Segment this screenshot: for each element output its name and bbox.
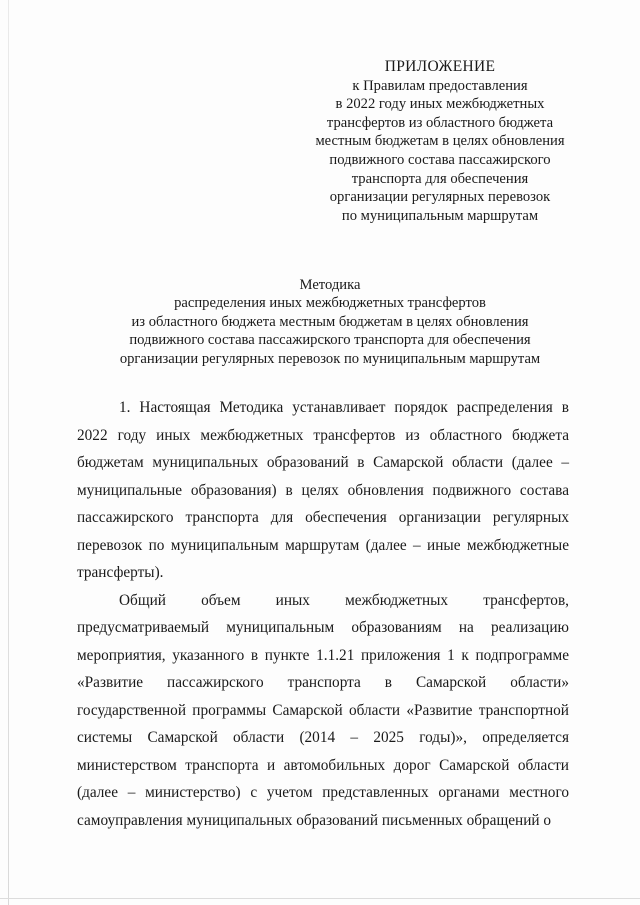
body-paragraph-2: Общий объем иных межбюджетных трансфертов, предусматриваемый муниципальным образованиям на реализацию мероприятия, указанного в пункте 1.1.21 приложения 1 к подпрограмме «Развитие пассажирского транспорта в Самарской области» государственной программы Самарской области «Развитие транспортной системы Самарской области (2014 – 2025 годы)», определяется министерством транспорта и автомобильных дорог Самарской области (далее – министерство) с учетом представленных органами местного самоуправления муниципальных образований письменных обращений о bbox=[77, 591, 569, 829]
page-left-edge bbox=[8, 0, 9, 905]
method-title-line: организации регулярных перевозок по муниципальным маршрутам bbox=[119, 350, 541, 367]
page-bottom-edge bbox=[0, 898, 640, 899]
method-title-word: Методика bbox=[299, 277, 361, 293]
appendix-line: к Правилам предоставления bbox=[352, 77, 528, 94]
appendix-line: подвижного состава пассажирского bbox=[329, 151, 551, 168]
method-title-line: из областного бюджета местным бюджетам в целях обновления bbox=[131, 313, 529, 330]
method-title-line: подвижного состава пассажирского транспорта для обеспечения bbox=[129, 332, 531, 349]
method-title-line: распределения иных межбюджетных трансфертов bbox=[174, 295, 486, 312]
appendix-line: трансфертов из областного бюджета bbox=[326, 114, 554, 131]
appendix-line: в 2022 году иных межбюджетных bbox=[335, 96, 545, 113]
appendix-header bbox=[290, 58, 590, 225]
appendix-line: транспорта для обеспечения bbox=[351, 170, 529, 187]
method-title bbox=[60, 276, 600, 368]
body-paragraph-1: 1. Настоящая Методика устанавливает порядок распределения в 2022 году иных межбюджетных трансфертов из областного бюджета бюджетам муниципальных образований в Самарской области (далее – муниципальные образования) в целях обновления подвижного состава пассажирского транспорта для обеспечения организации регулярных перевозок по муниципальным маршрутам (далее – иные межбюджетные трансферты). bbox=[77, 399, 569, 581]
appendix-line: местным бюджетам в целях обновления bbox=[315, 133, 565, 150]
appendix-line: организации регулярных перевозок bbox=[329, 189, 551, 206]
appendix-line: по муниципальным маршрутам bbox=[341, 207, 539, 224]
appendix-heading: ПРИЛОЖЕНИЕ bbox=[384, 58, 496, 75]
document-body bbox=[77, 394, 569, 834]
